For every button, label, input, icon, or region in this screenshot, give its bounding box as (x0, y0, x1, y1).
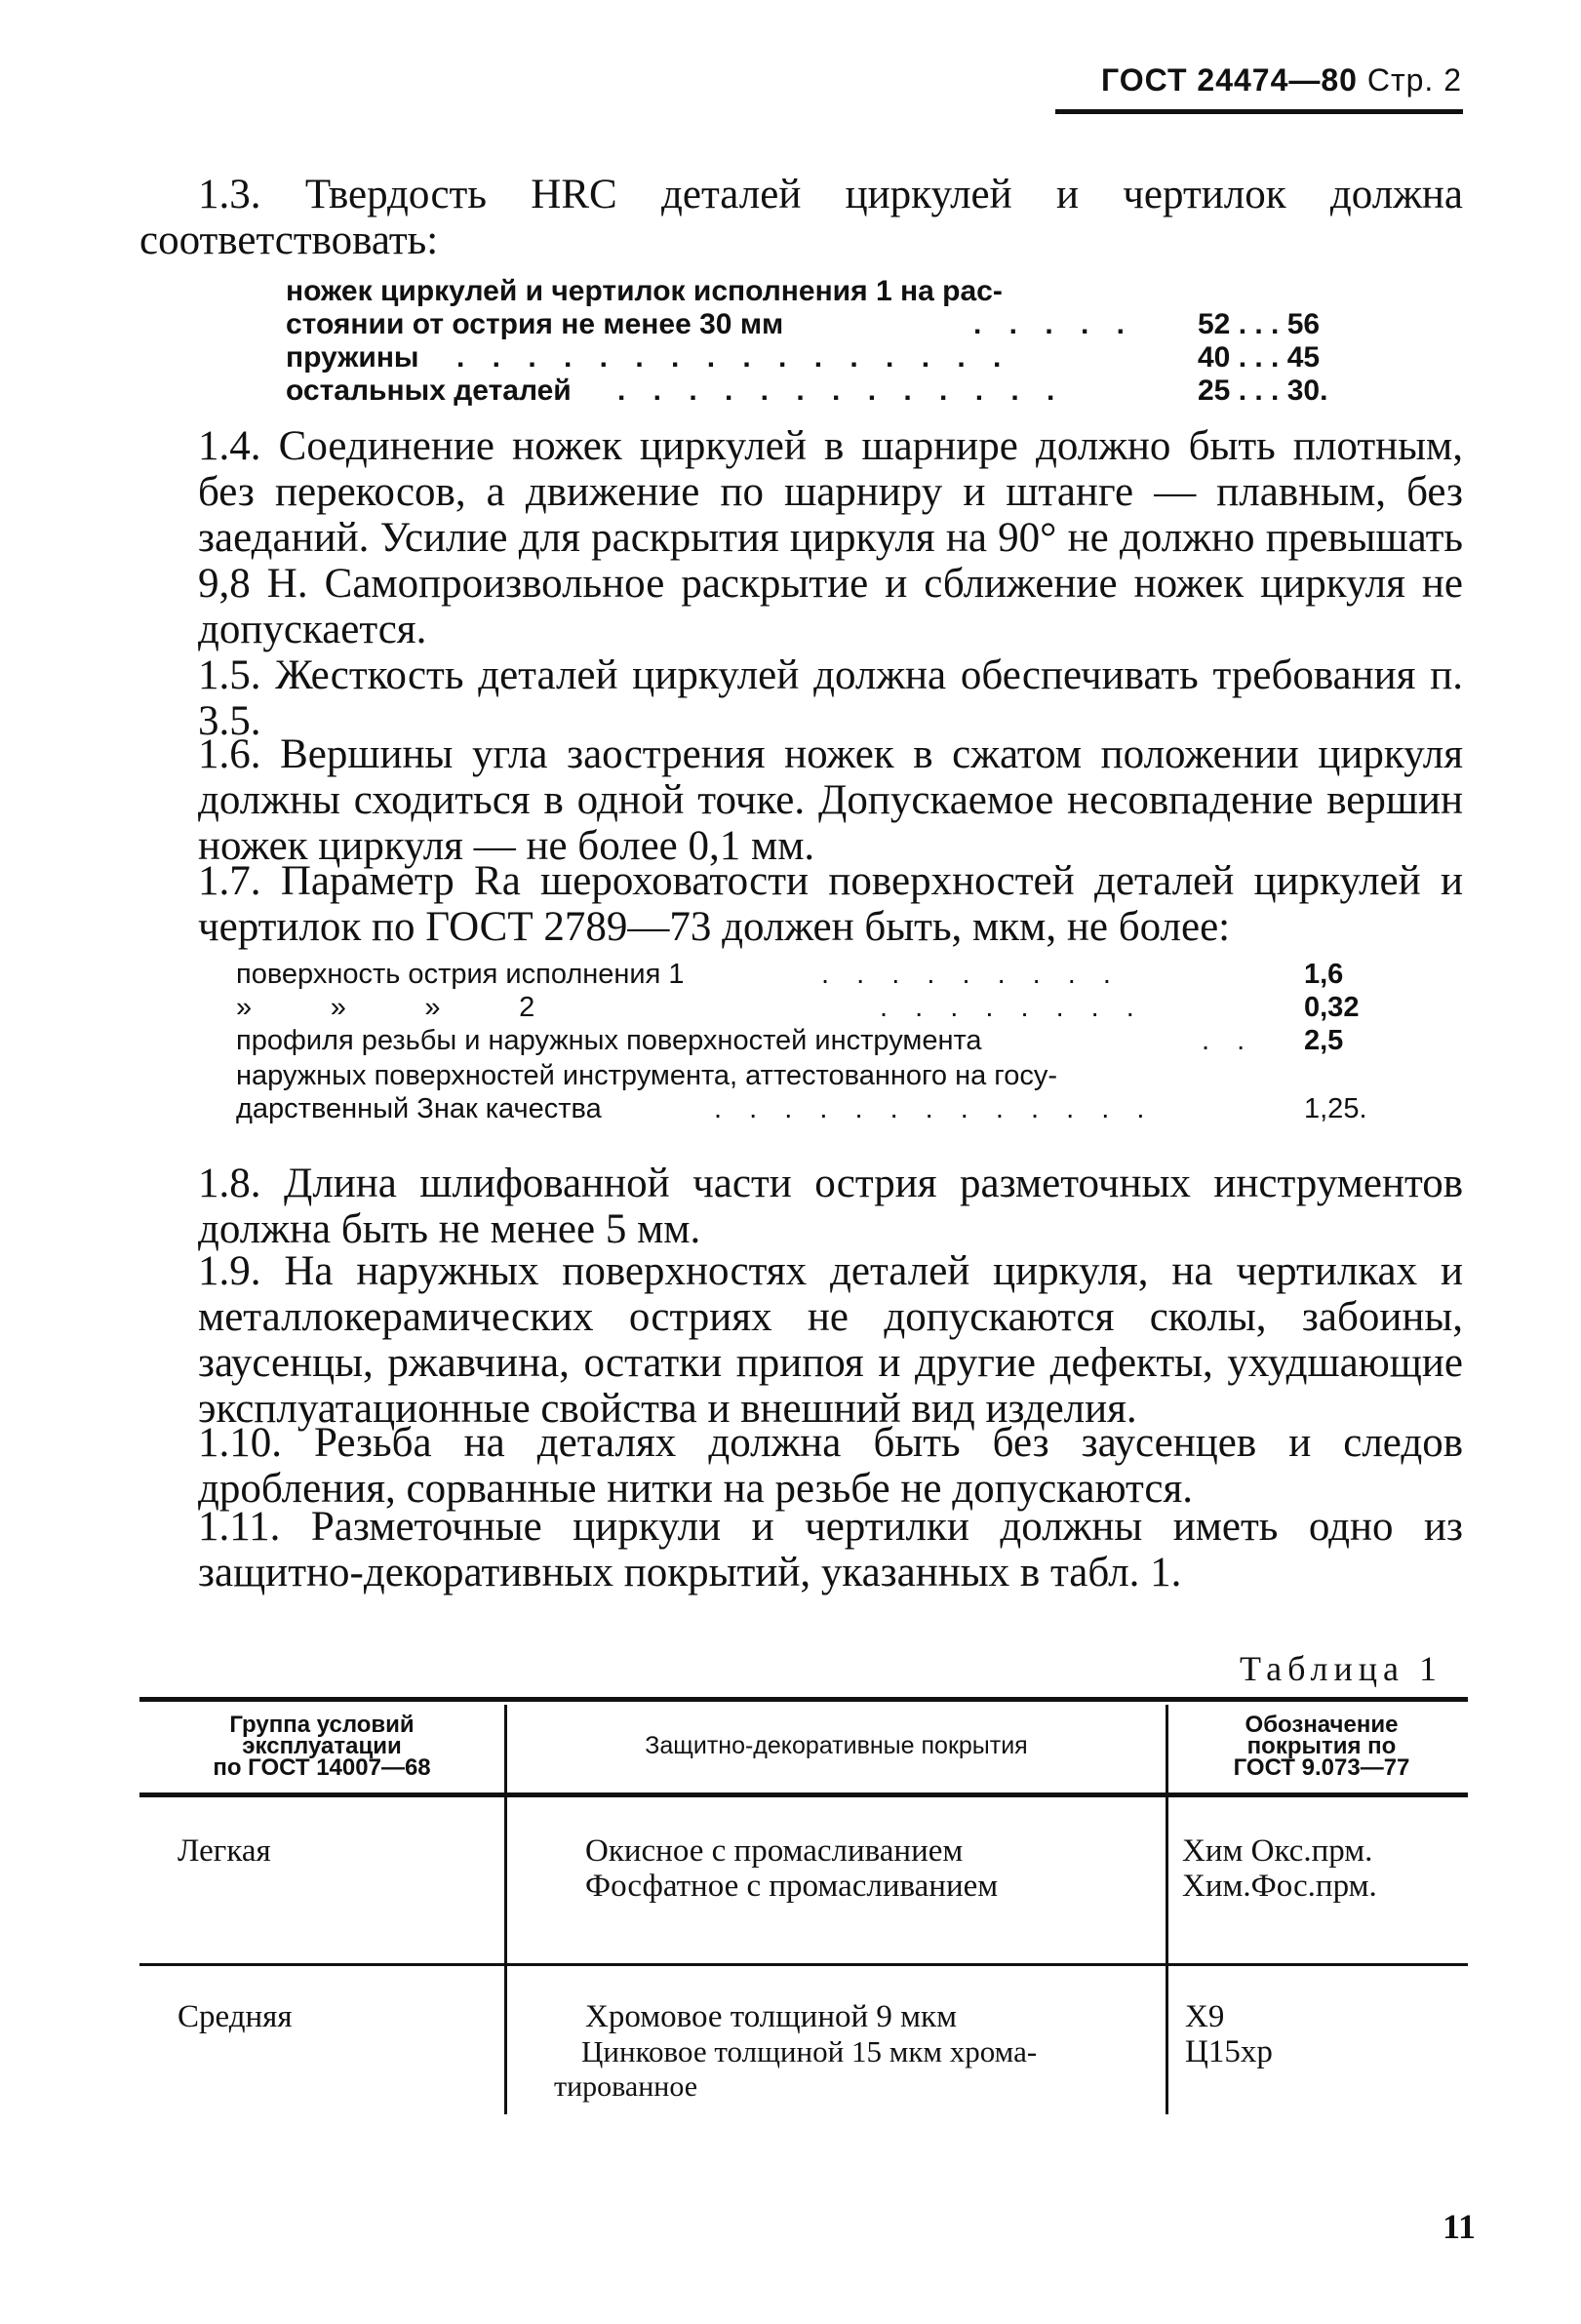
list-item-value: 1,25. (1304, 1093, 1367, 1124)
paragraph-text: 1.9. На наружных поверхностях деталей циркуля, на чертилках и металлокерамических остриях не допускаются сколы, забоины, заусенцы, ржавчина, остатки припоя и другие дефекты, ухудшающие эксплуатационные свойства и внешний вид изделия. (198, 1248, 1463, 1432)
paragraph-text: 1.11. Разметочные циркули и чертилки должны иметь одно из защитно-декоративных покрытий, указанных в табл. 1. (198, 1504, 1463, 1595)
paragraph-text: 1.8. Длина шлифованной части острия разметочных инструментов должна быть не менее 5 мм. (198, 1161, 1463, 1252)
table-cell-coatings (585, 1833, 998, 1904)
paragraph-text: 1.7. Параметр Ra шероховатости поверхностей деталей циркулей и чертилок по ГОСТ 2789—73 должен быть, мкм, не более: (198, 858, 1463, 950)
cell-line: Цинковое толщиной 15 мкм хрома- (581, 2034, 1038, 2068)
list-item-value: 2,5 (1304, 1025, 1344, 1056)
table-header-line: по ГОСТ 14007—68 (213, 1754, 431, 1781)
paragraph-text: 1.5. Жесткость деталей циркулей должна обеспечивать требования п. 3.5. (198, 652, 1463, 744)
table-row-separator (139, 1963, 1468, 1966)
list-item-label: остальных деталей (286, 374, 572, 407)
paragraph-text: 1.6. Вершины угла заострения ножек в сжатом положении циркуля должны сходиться в одной точке. Допускаемое несовпадение вершин ножек циркуля — не более 0,1 мм. (198, 731, 1463, 869)
list-item-leader: . . . . . (973, 308, 1135, 340)
paragraph-text: 1.4. Соединение ножек циркулей в шарнире должно быть плотным, без перекосов, а движение по шарниру и штанге — плавным, без заеданий. Усилие для раскрытия циркуля на 90° не должно превышать 9,8 Н. Самопроизвольное раскрытие и сближение ножек циркуля не допускается. (198, 423, 1463, 652)
header-standard: ГОСТ 24474—80 (1101, 62, 1358, 98)
cell-line: Хим.Фос.прм. (1182, 1869, 1377, 1904)
list-item-label: » » » 2 (236, 992, 535, 1023)
table-cell-group: Легкая (178, 1833, 271, 1869)
header-rule (1055, 109, 1463, 114)
page-header (1101, 62, 1462, 98)
paragraph-text: 1.10. Резьба на деталях должна быть без заусенцев и следов дробления, сорванные нитки на резьбе не допускаются. (198, 1420, 1463, 1512)
list-item-value: 0,32 (1304, 992, 1360, 1023)
cell-line: Фосфатное с промасливанием (585, 1869, 999, 1904)
table-column-divider (504, 1705, 507, 2114)
page-number: 11 (1442, 2207, 1476, 2246)
list-item-label: профиля резьбы и наружных поверхностей инструмента (236, 1025, 982, 1056)
table-cell-codes (1182, 1833, 1377, 1904)
table-header-rule (139, 1792, 1468, 1797)
list-item-label: наружных поверхностей инструмента, аттестованного на госу- (236, 1060, 1058, 1091)
paragraph-1-3-first-line: 1.3. Твердость HRC деталей циркулей и чертилок должна (198, 172, 1463, 217)
cell-line: Ц15хр (1185, 2034, 1273, 2069)
paragraph-1-6 (139, 731, 1463, 869)
paragraph-1-4 (139, 423, 1463, 652)
paragraph-1-8 (139, 1161, 1463, 1252)
list-item-label: ножек циркулей и чертилок исполнения 1 на рас- (286, 275, 1003, 307)
paragraph-1-5 (139, 652, 1463, 744)
cell-line: Хромовое толщиной 9 мкм (585, 1999, 957, 2034)
paragraph-1-3 (139, 172, 1463, 263)
list-item-label: поверхность острия исполнения 1 (236, 959, 685, 990)
table-header-line: покрытия по (1246, 1733, 1397, 1759)
paragraph-1-11 (139, 1504, 1463, 1595)
table-caption: Таблица 1 (1240, 1649, 1443, 1688)
list-item-leader: . . (1202, 1025, 1255, 1056)
list-item-label: дарственный Знак качества (236, 1093, 602, 1124)
table-header-line: эксплуатации (242, 1733, 402, 1759)
list-item-leader: . . . . . . . . (880, 992, 1144, 1023)
list-item-value: 52 . . . 56 (1198, 308, 1321, 340)
table-header-line: Обозначение (1245, 1712, 1399, 1738)
list-item-leader: . . . . . . . . . . . . . (714, 1093, 1155, 1124)
cell-line: Окисное с промасливанием (585, 1833, 964, 1869)
paragraph-1-7 (139, 858, 1463, 950)
hardness-list (286, 275, 1378, 412)
list-item-label: пружины (286, 341, 419, 374)
header-page: Стр. 2 (1366, 62, 1462, 98)
table-header-designation (1175, 1714, 1468, 1779)
cell-line: Х9 (1185, 1999, 1225, 2034)
cell-line: Хим Окс.прм. (1182, 1833, 1373, 1869)
table-header-group (146, 1714, 497, 1779)
paragraph-1-10 (139, 1420, 1463, 1512)
table-top-rule (139, 1697, 1468, 1702)
list-item-leader: . . . . . . . . . (821, 959, 1121, 990)
table-header-line: ГОСТ 9.073—77 (1233, 1754, 1410, 1781)
list-item-label: стоянии от острия не менее 30 мм (286, 308, 784, 340)
list-item-value: 1,6 (1304, 959, 1344, 990)
list-item-value: 25 . . . 30. (1198, 374, 1328, 407)
table-header-line: Группа условий (229, 1712, 415, 1738)
table-cell-codes (1185, 1999, 1273, 2069)
list-item-leader: . . . . . . . . . . . . . . . . (456, 341, 1011, 374)
list-item-value: 40 . . . 45 (1198, 341, 1321, 374)
roughness-list (236, 959, 1387, 1129)
paragraph-1-3-rest: соответствовать: (139, 217, 439, 263)
table-header-coatings: Защитно-декоративные покрытия (645, 1732, 1028, 1759)
paragraph-1-9 (139, 1248, 1463, 1432)
cell-line: тированное (554, 2070, 698, 2103)
table-column-divider (1166, 1705, 1168, 2114)
table-cell-group: Средняя (178, 1999, 293, 2034)
table-cell-coatings (554, 1999, 1164, 2105)
list-item-leader: . . . . . . . . . . . . . (617, 374, 1065, 407)
